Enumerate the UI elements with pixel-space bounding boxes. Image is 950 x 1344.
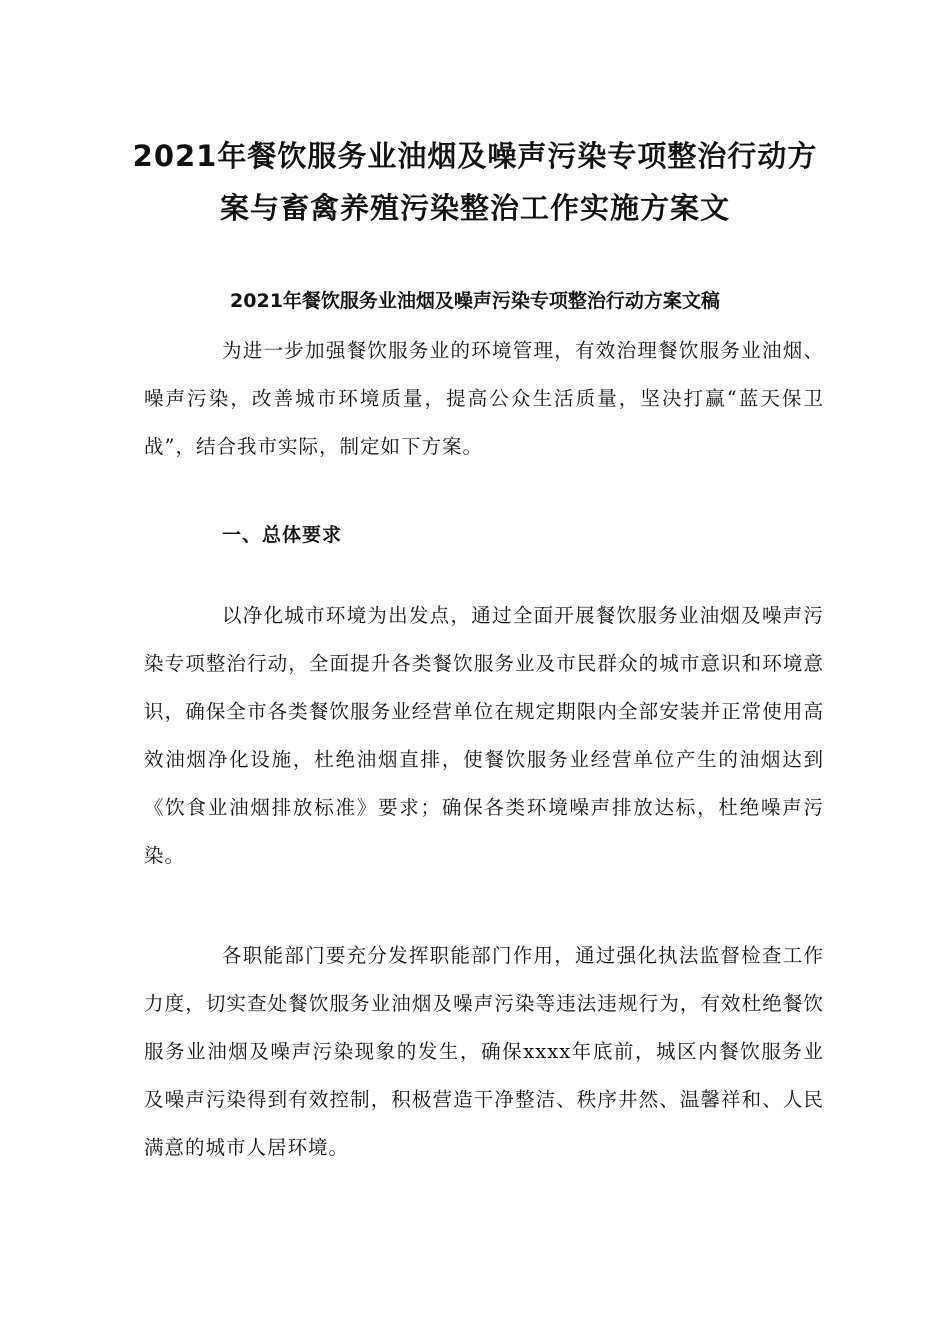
section-heading: 一、总体要求 [222,524,343,546]
paragraph-requirements: 以净化城市环境为出发点，通过全面开展餐饮服务业油烟及噪声污染专项整治行动，全面提升各类餐饮服务业及市民群众的城市意识和环境意识，确保全市各类餐饮服务业经营单位在规定期限内全部安装并正常使用高效油烟净化设施，杜绝油烟直排，使餐饮服务业经营单位产生的油烟达到《饮食业油烟排放标准》要求；确保各类环境噪声排放达标，杜绝噪声污染。 [144,604,824,867]
document-subtitle: 2021年餐饮服务业油烟及噪声污染专项整治行动方案文稿 [230,290,720,312]
document-title-line-2: 案与畜禽养殖污染整治工作实施方案文 [219,191,730,225]
paragraph-departments: 各职能部门要充分发挥职能部门作用，通过强化执法监督检查工作力度，切实查处餐饮服务业油烟及噪声污染等违法违规行为，有效杜绝餐饮服务业油烟及噪声污染现象的发生，确保xxxx年底前，城区内餐饮服务业及噪声污染得到有效控制，积极营造干净整洁、秩序井然、温馨祥和、人民满意的城市人居环境。 [144,944,824,1159]
document-title-line-1: 2021年餐饮服务业油烟及噪声污染专项整治行动方 [132,139,818,173]
paragraph-intro: 为进一步加强餐饮服务业的环境管理，有效治理餐饮服务业油烟、噪声污染，改善城市环境质量，提高公众生活质量，坚决打赢“蓝天保卫战”，结合我市实际，制定如下方案。 [144,339,824,458]
